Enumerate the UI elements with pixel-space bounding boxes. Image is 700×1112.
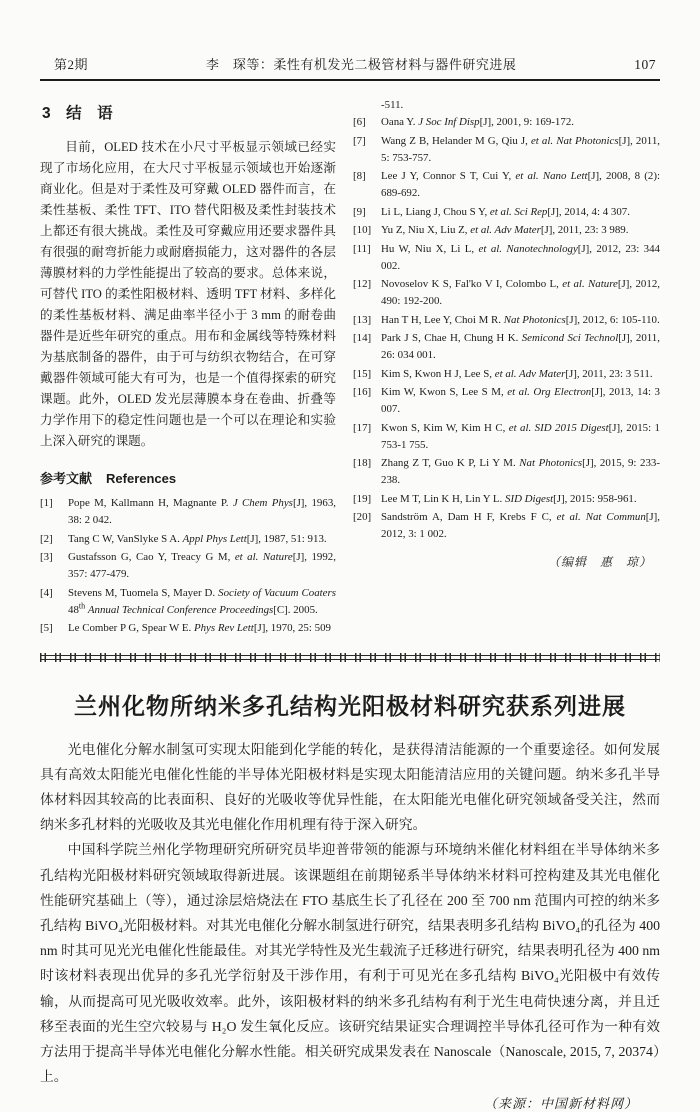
reference-item bbox=[353, 114, 660, 131]
reference-number: [7] bbox=[353, 134, 366, 147]
reference-number: [13] bbox=[353, 313, 372, 326]
reference-text: Sandström A, Dam H F, Krebs F C, et al. Nat Commun[J], 2012, 3: 1 002. bbox=[381, 511, 660, 540]
two-column-area bbox=[40, 97, 660, 639]
running-header bbox=[40, 54, 660, 81]
reference-number: [16] bbox=[353, 386, 372, 398]
reference-item bbox=[353, 366, 660, 383]
reference-item bbox=[353, 330, 660, 364]
reference-item bbox=[353, 241, 660, 275]
editor-note: （编辑 惠 琼） bbox=[547, 555, 652, 569]
reference-number: [1] bbox=[40, 497, 53, 509]
reference-number: [9] bbox=[353, 205, 366, 218]
reference-item bbox=[40, 620, 336, 637]
references-heading-en: References bbox=[106, 471, 177, 486]
reference-text: Han T H, Lee Y, Choi M R. Nat Photonics[J], 2012, 6: 105-110. bbox=[381, 313, 660, 326]
reference-number: [12] bbox=[353, 278, 372, 290]
reference-text: Hu W, Niu X, Li L, et al. Nanotechnology[J], 2012, 23: 344 002. bbox=[381, 242, 660, 272]
reference-text: Kwon S, Kim W, Kim H C, et al. SID 2015 Digest[J], 2015: 1 753-1 755. bbox=[381, 421, 660, 451]
conclusion-heading: 3 结 语 bbox=[42, 105, 113, 122]
news-paragraph: 光电催化分解水制氢可实现太阳能到化学能的转化，是获得清洁能源的一个重要途径。如何发展具有高效太阳能光电催化性能的半导体光阳极材料是实现太阳能清洁应用的关键问题。纳米多孔半导体材料因其较高的比表面积、良好的光吸收等优异性能，在太阳能光电催化研究领域备受关注，然而纳米多孔材料的光吸收及其光电催化作用机理有待于深入研究。 bbox=[40, 741, 660, 833]
page-number: 107 bbox=[634, 57, 656, 72]
reference-item bbox=[40, 585, 336, 619]
reference-item bbox=[353, 509, 660, 543]
reference-text: Li L, Liang J, Chou S Y, et al. Sci Rep[J], 2014, 4: 4 307. bbox=[381, 205, 630, 218]
reference-list-left bbox=[40, 495, 336, 637]
reference-number: [20] bbox=[353, 511, 372, 523]
reference-number: [10] bbox=[353, 224, 372, 236]
reference-text: Stevens M, Tuomela S, Mayer D. Society of Vacuum Coaters 48th Annual Technical Conference Proceedings[C]. 2005. bbox=[68, 586, 336, 616]
reference-number: [5] bbox=[40, 622, 53, 634]
references-heading-zh: 参考文献 bbox=[40, 471, 93, 486]
reference-text: Pope M, Kallmann H, Magnante P. J Chem Phys[J], 1963, 38: 2 042. bbox=[68, 497, 336, 526]
reference-item bbox=[353, 204, 660, 221]
reference-number: [4] bbox=[40, 586, 53, 599]
reference-number: [6] bbox=[353, 116, 366, 128]
reference-number: [14] bbox=[353, 332, 372, 344]
reference-item bbox=[353, 420, 660, 454]
reference-item bbox=[353, 384, 660, 418]
left-column bbox=[40, 97, 336, 639]
news-body bbox=[40, 737, 660, 1090]
reference-number: [19] bbox=[353, 492, 372, 505]
reference-number: [15] bbox=[353, 367, 372, 380]
reference-number: [3] bbox=[40, 551, 53, 563]
reference-item bbox=[40, 495, 336, 529]
running-title: 李 琛等：柔性有机发光二极管材料与器件研究进展 bbox=[205, 57, 517, 72]
reference-text: Le Comber P G, Spear W E. Phys Rev Lett[J], 1970, 25: 509 bbox=[68, 622, 331, 634]
reference-list-right bbox=[353, 114, 660, 543]
reference-text: Kim W, Kwon S, Lee S M, et al. Org Electron[J], 2013, 14: 3 007. bbox=[381, 386, 660, 415]
reference-text: Zhang Z T, Guo K P, Li Y M. Nat Photonics[J], 2015, 9: 233-238. bbox=[381, 457, 660, 486]
reference-item bbox=[353, 276, 660, 310]
reference-item bbox=[353, 168, 660, 202]
issue-number: 第2期 bbox=[54, 57, 89, 72]
reference-text: Lee M T, Lin K H, Lin Y L. SID Digest[J], 2015: 958-961. bbox=[381, 492, 637, 505]
reference-number: [18] bbox=[353, 457, 372, 469]
reference-item bbox=[353, 455, 660, 489]
reference-item bbox=[353, 222, 660, 239]
reference-carryover-line: -511. bbox=[381, 99, 404, 111]
source-note: （来源：中国新材料网） bbox=[483, 1096, 638, 1112]
reference-text: Gustafsson G, Cao Y, Treacy G M, et al. Nature[J], 1992, 357: 477-479. bbox=[68, 551, 336, 580]
reference-number: [11] bbox=[353, 242, 371, 255]
reference-text: Yu Z, Niu X, Liu Z, et al. Adv Mater[J], 2011, 23: 3 989. bbox=[381, 224, 629, 236]
conclusion-paragraph: 目前，OLED 技术在小尺寸平板显示领域已经实现了市场化应用，在大尺寸平板显示领域也开始逐渐商业化。但是对于柔性及可穿戴 OLED 器件而言，在柔性基板、柔性 TFT、ITO 替代阳极及柔性封装技术上都还有很大挑战。柔性及可穿戴应用还要求器件具有很强的耐弯折能力或耐磨损能力，这对器件的各层薄膜材料的力学性能提出了较高的要求。总体来说，可替代 ITO 的柔性阳极材料、透明 TFT 材料、多样化的柔性基板材料、满足曲率半径小于 3 mm 的耐卷曲器件是近些年研究的重点。用布和金属线等特殊材料为基底制备的器件，由于可与纺织衣物结合，在可穿戴器件领域可能大有可为，也是一个值得探索的研究课题。此外，OLED 发光层薄膜本身在卷曲、折叠等力学作用下的稳定性问题也是一个可以在理论和实验上深入研究的课题。 bbox=[40, 140, 336, 448]
reference-number: [2] bbox=[40, 532, 53, 545]
reference-text: Kim S, Kwon H J, Lee S, et al. Adv Mater[J], 2011, 23: 3 511. bbox=[381, 367, 653, 380]
reference-item bbox=[353, 491, 660, 508]
references-heading bbox=[40, 468, 336, 487]
reference-number: [8] bbox=[353, 170, 366, 182]
reference-number: [17] bbox=[353, 421, 372, 434]
reference-text: Park J S, Chae H, Chung H K. Semicond Sci Technol[J], 2011, 26: 034 001. bbox=[381, 332, 660, 361]
reference-text: Novoselov K S, Fal'ko V I, Colombo L, et al. Nature[J], 2012, 490: 192-200. bbox=[381, 278, 660, 307]
news-paragraph: 中国科学院兰州化学物理研究所研究员毕迎普带领的能源与环境纳米催化材料组在半导体纳米多孔结构光阳极材料研究领域取得新进展。该课题组在前期铋系半导体纳米材料可控构建及其光电催化性能研究基础上（等），通过涂层焙烧法在 FTO 基底生长了孔径在 200 至 700 nm 范围内可控的纳米多孔结构 BiVO₄光阳极材料。对其光电催化分解水制氢进行研究，结果表明多孔结构 BiVO₄的孔径为 400 nm 时其可见光光电催化性能最佳。对其光学特性及光生载流子迁移进行研究，结果表明孔径为 400 nm 时该材料表现出优异的多孔光学衍射及干涉作用，有利于可见光在多孔结构 BiVO₄光阳极中有效传输，从而提高可见光吸收效率。此外，该阳极材料的纳米多孔结构有利于光生电荷快速分离，并且迁移至表面的光生空穴较易与 H₂O 发生氧化反应。该研究结果证实合理调控半导体孔径可作为一种有效方法用于提高半导体光电催化分解水性能。相关研究成果发表在 Nanoscale（Nanoscale, 2015, 7, 20374）上。 bbox=[40, 842, 660, 1085]
reference-item bbox=[353, 133, 660, 167]
right-column bbox=[353, 97, 660, 639]
reference-item bbox=[353, 312, 660, 329]
reference-text: Lee J Y, Connor S T, Cui Y, et al. Nano Lett[J], 2008, 8 (2): 689-692. bbox=[381, 170, 661, 199]
reference-item bbox=[40, 531, 336, 548]
decorative-divider bbox=[40, 653, 660, 662]
reference-item bbox=[40, 549, 336, 583]
news-title: 兰州化物所纳米多孔结构光阳极材料研究获系列进展 bbox=[74, 693, 626, 719]
reference-text: Wang Z B, Helander M G, Qiu J, et al. Nat Photonics[J], 2011, 5: 753-757. bbox=[381, 134, 660, 164]
reference-text: Tang C W, VanSlyke S A. Appl Phys Lett[J], 1987, 51: 913. bbox=[68, 532, 327, 545]
reference-text: Oana Y. J Soc Inf Disp[J], 2001, 9: 169-172. bbox=[381, 116, 574, 128]
